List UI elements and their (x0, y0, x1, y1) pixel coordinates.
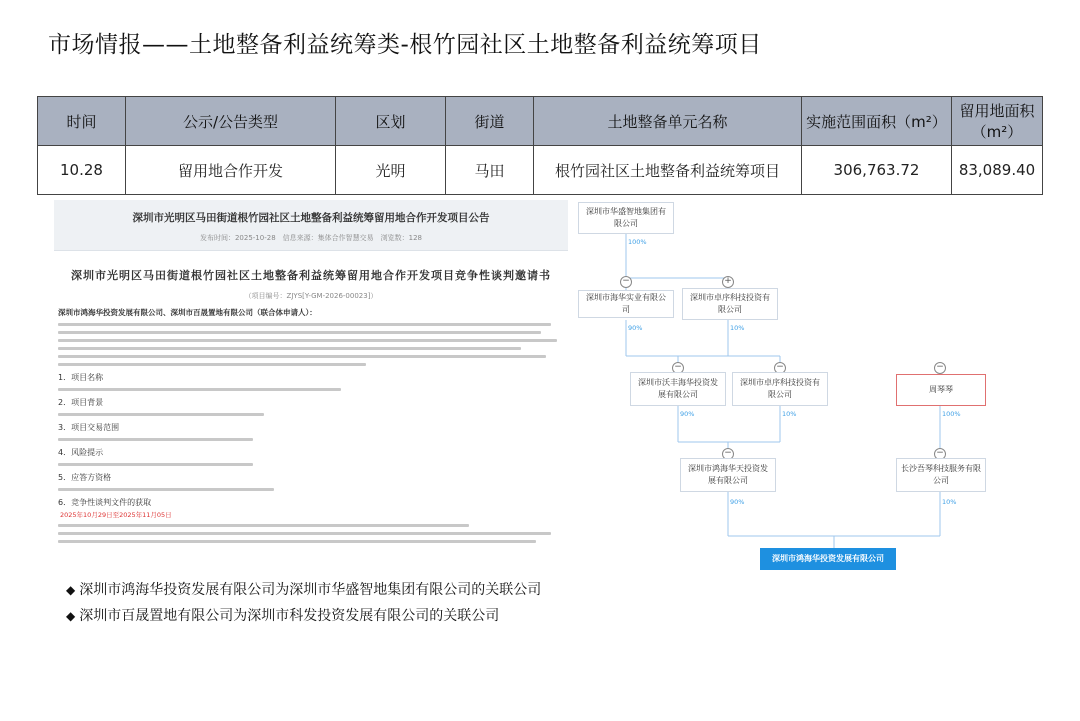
collapse-minus-icon[interactable]: − (722, 448, 734, 460)
node-huasheng-group: 深圳市华盛智地集团有限公司 (578, 202, 674, 234)
text-line (58, 463, 253, 466)
text-line (58, 532, 551, 535)
cell-scope-area: 306,763.72 (802, 146, 952, 195)
diamond-bullet-icon: ◆ (66, 583, 76, 597)
document-number: （项目编号：ZJYS[Y-GM-2026-00023]） (244, 292, 378, 300)
collapse-minus-icon[interactable]: − (934, 448, 946, 460)
cell-district: 光明 (336, 146, 446, 195)
node-zhou-qinqin: 周琴琴 (896, 374, 986, 406)
acquisition-dates: 2025年10月29日至2025年11月05日 (60, 511, 172, 519)
section-scope: 3．项目交易范围 (58, 423, 120, 432)
node-wofeng-haihua: 深圳市沃丰海华投资发展有限公司 (630, 372, 726, 406)
node-haihua-industry: 深圳市海华实业有限公司 (578, 290, 674, 318)
cell-reserved-area: 83,089.40 (952, 146, 1043, 195)
equity-structure-diagram (568, 196, 1008, 576)
text-line (58, 323, 551, 326)
text-line (58, 363, 366, 366)
node-honghaihua-investment: 深圳市鸿海华投资发展有限公司 (760, 548, 896, 570)
text-line (58, 488, 274, 491)
related-company-notes (66, 577, 541, 629)
page-title: 市场情报——土地整备利益统筹类-根竹园社区土地整备利益统筹项目 (48, 32, 762, 58)
document-body-title: 深圳市光明区马田街道根竹园社区土地整备利益统筹留用地合作开发项目竞争性谈判邀请书 (71, 269, 551, 282)
collapse-minus-icon[interactable]: − (620, 276, 632, 288)
node-zhuoxu-tech-2: 深圳市卓序科技投资有限公司 (732, 372, 828, 406)
header-unit-name: 土地整备单元名称 (534, 97, 802, 146)
percent-label: 10% (782, 410, 797, 418)
text-line (58, 540, 536, 543)
cell-street: 马田 (446, 146, 534, 195)
text-line (58, 347, 521, 350)
note-item: ◆ 深圳市鸿海华投资发展有限公司为深圳市华盛智地集团有限公司的关联公司 (66, 582, 542, 598)
cell-time: 10.28 (38, 146, 126, 195)
header-time: 时间 (38, 97, 126, 146)
expand-plus-icon[interactable]: + (722, 276, 734, 288)
document-meta: 发布时间：2025-10-28 信息来源：集体合作智慧交易 浏览数：128 (199, 234, 423, 242)
section-background: 2．项目背景 (58, 398, 104, 407)
section-project-name: 1．项目名称 (58, 373, 104, 382)
header-scope-area: 实施范围面积（m²） (802, 97, 952, 146)
section-qualification: 5．应答方资格 (58, 473, 112, 482)
text-line (58, 388, 341, 391)
diamond-bullet-icon: ◆ (66, 609, 76, 623)
text-line (58, 438, 253, 441)
cell-unit-name: 根竹园社区土地整备利益统筹项目 (534, 146, 802, 195)
collapse-minus-icon[interactable]: − (774, 362, 786, 374)
section-risk: 4．风险提示 (58, 448, 104, 457)
text-line (58, 524, 469, 527)
node-honghaihua-tian: 深圳市鸿海华天投资发展有限公司 (680, 458, 776, 492)
collapse-minus-icon[interactable]: − (934, 362, 946, 374)
document-header (54, 200, 568, 251)
text-line (58, 331, 541, 334)
percent-label: 90% (680, 410, 695, 418)
percent-label: 90% (730, 498, 745, 506)
table-row (38, 146, 1043, 195)
percent-label: 10% (942, 498, 957, 506)
note-item: ◆ 深圳市百晟置地有限公司为深圳市科发投资发展有限公司的关联公司 (66, 608, 500, 624)
document-addressee: 深圳市鸿海华投资发展有限公司、深圳市百晟置地有限公司（联合体申请人）： (58, 308, 317, 317)
node-zhuoxu-tech-1: 深圳市卓序科技投资有限公司 (682, 288, 778, 320)
text-line (58, 339, 557, 342)
percent-label: 90% (628, 324, 643, 332)
header-street: 街道 (446, 97, 534, 146)
percent-label: 100% (628, 238, 647, 246)
section-acquisition: 6．竞争性谈判文件的获取 (58, 498, 152, 507)
percent-label: 10% (730, 324, 745, 332)
header-notice-type: 公示/公告类型 (126, 97, 336, 146)
node-changsha-wuqin: 长沙吾琴科技服务有限公司 (896, 458, 986, 492)
percent-label: 100% (942, 410, 961, 418)
announcement-document (54, 200, 568, 572)
text-line (58, 355, 546, 358)
table-header-row (38, 97, 1043, 146)
collapse-minus-icon[interactable]: − (672, 362, 684, 374)
text-line (58, 413, 264, 416)
header-reserved-area: 留用地面积（m²） (952, 97, 1043, 146)
project-info-table (37, 96, 1043, 195)
document-header-title: 深圳市光明区马田街道根竹园社区土地整备利益统筹留用地合作开发项目公告 (132, 212, 490, 224)
header-district: 区划 (336, 97, 446, 146)
cell-notice-type: 留用地合作开发 (126, 146, 336, 195)
